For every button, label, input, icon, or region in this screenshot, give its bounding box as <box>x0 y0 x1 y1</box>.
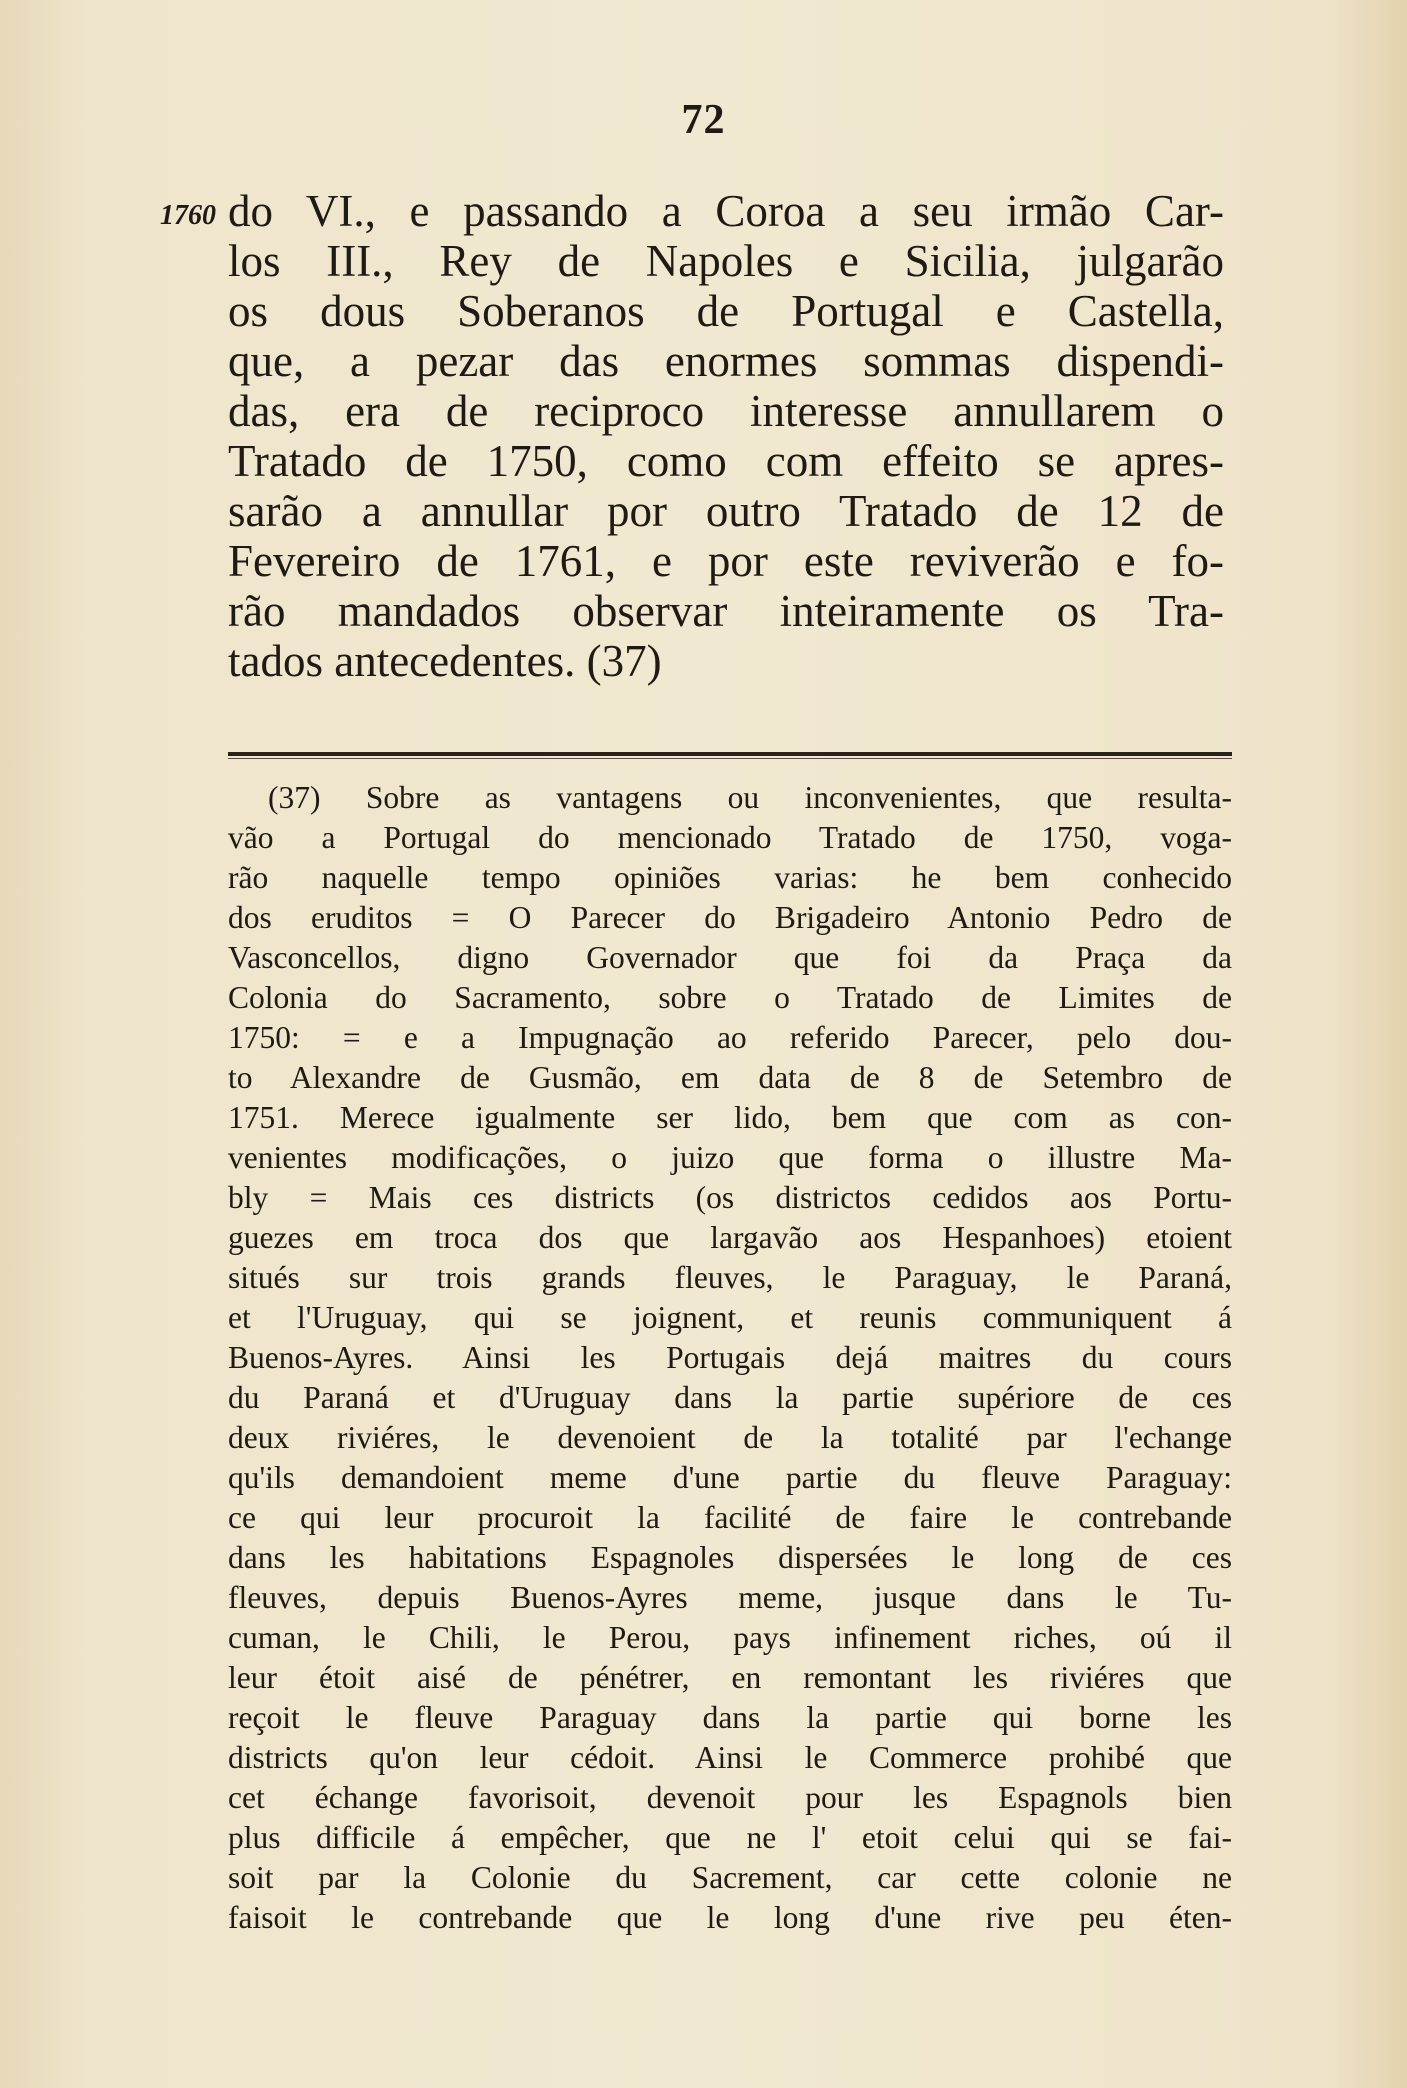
footnote-line: districts qu'on leur cédoit. Ainsi le Commerce prohibé que <box>228 1740 1232 1775</box>
footnote-line: venientes modificações, o juizo que forma o illustre Ma- <box>228 1140 1232 1175</box>
footnote-line: reçoit le fleuve Paraguay dans la partie qui borne les <box>228 1700 1232 1735</box>
footnote-line: leur étoit aisé de pénétrer, en remontant les riviéres que <box>228 1660 1232 1695</box>
main-text <box>228 186 1224 686</box>
main-text-line: os dous Soberanos de Portugal e Castella, <box>228 286 1224 336</box>
main-text-line: que, a pezar das enormes sommas dispendi- <box>228 336 1224 386</box>
footnote-line: Buenos-Ayres. Ainsi les Portugais dejá maitres du cours <box>228 1340 1232 1375</box>
footnote-line: qu'ils demandoient meme d'une partie du fleuve Paraguay: <box>228 1460 1232 1495</box>
main-text-line: Fevereiro de 1761, e por este reviverão e fo- <box>228 536 1224 586</box>
footnote-line: deux riviéres, le devenoient de la totalité par l'echange <box>228 1420 1232 1455</box>
footnote-line: bly = Mais ces districts (os districtos cedidos aos Portu- <box>228 1180 1232 1215</box>
footnote-line: faisoit le contrebande que le long d'une rive peu éten- <box>228 1900 1232 1935</box>
footnote-line: ce qui leur procuroit la facilité de faire le contrebande <box>228 1500 1232 1535</box>
footnote <box>228 778 1232 1938</box>
main-text-line: sarão a annullar por outro Tratado de 12 de <box>228 486 1224 536</box>
footnote-line: dos eruditos = O Parecer do Brigadeiro Antonio Pedro de <box>228 900 1232 935</box>
footnote-line: 1751. Merece igualmente ser lido, bem que com as con- <box>228 1100 1232 1135</box>
footnote-divider <box>228 752 1232 759</box>
main-text-line: do VI., e passando a Coroa a seu irmão Car- <box>228 186 1224 236</box>
main-text-line: tados antecedentes. (37) <box>228 636 662 686</box>
footnote-line: et l'Uruguay, qui se joignent, et reunis communiquent á <box>228 1300 1232 1335</box>
footnote-line: rão naquelle tempo opiniões varias: he bem conhecido <box>228 860 1232 895</box>
footnote-line: vão a Portugal do mencionado Tratado de 1750, voga- <box>228 820 1232 855</box>
footnote-line: du Paraná et d'Uruguay dans la partie supériore de ces <box>228 1380 1232 1415</box>
footnote-line: soit par la Colonie du Sacrement, car cette colonie ne <box>228 1860 1232 1895</box>
footnote-line: (37) Sobre as vantagens ou inconvenientes, que resulta- <box>268 780 1232 815</box>
footnote-line: plus difficile á empêcher, que ne l' etoit celui qui se fai- <box>228 1820 1232 1855</box>
margin-year-note: 1760 <box>160 200 216 231</box>
main-text-line: rão mandados observar inteiramente os Tra- <box>228 586 1224 636</box>
main-text-line: das, era de reciproco interesse annullarem o <box>228 386 1224 436</box>
page-number: 72 <box>681 97 726 143</box>
main-text-line: los III., Rey de Napoles e Sicilia, julgarão <box>228 236 1224 286</box>
footnote-line: fleuves, depuis Buenos-Ayres meme, jusque dans le Tu- <box>228 1580 1232 1615</box>
footnote-line: cuman, le Chili, le Perou, pays infinement riches, oú il <box>228 1620 1232 1655</box>
footnote-line: to Alexandre de Gusmão, em data de 8 de Setembro de <box>228 1060 1232 1095</box>
footnote-line: situés sur trois grands fleuves, le Paraguay, le Paraná, <box>228 1260 1232 1295</box>
footnote-line: cet échange favorisoit, devenoit pour les Espagnols bien <box>228 1780 1232 1815</box>
main-text-line: Tratado de 1750, como com effeito se apres- <box>228 436 1224 486</box>
footnote-line: Vasconcellos, digno Governador que foi da Praça da <box>228 940 1232 975</box>
footnote-line: 1750: = e a Impugnação ao referido Parecer, pelo dou- <box>228 1020 1232 1055</box>
footnote-line: guezes em troca dos que largavão aos Hespanhoes) etoient <box>228 1220 1232 1255</box>
footnote-line: Colonia do Sacramento, sobre o Tratado de Limites de <box>228 980 1232 1015</box>
footnote-line: dans les habitations Espagnoles dispersées le long de ces <box>228 1540 1232 1575</box>
